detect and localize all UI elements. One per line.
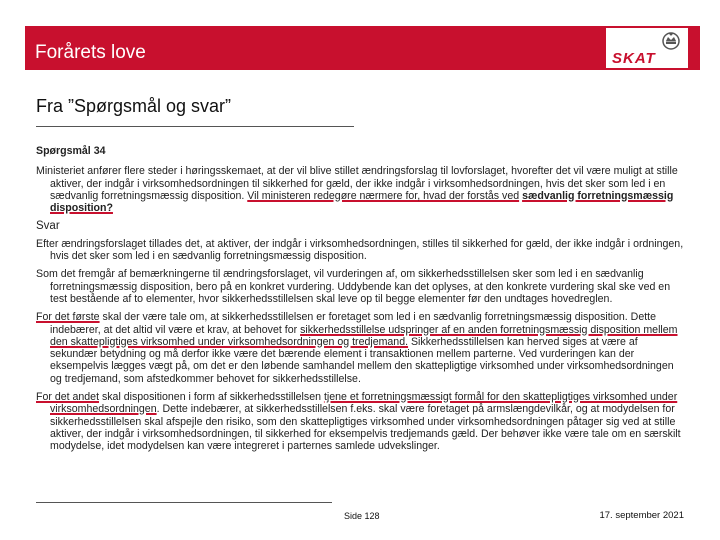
slide-subtitle: Fra ”Spørgsmål og svar” (36, 96, 232, 116)
answer-heading: Svar (36, 220, 60, 233)
first-point-label: For det første (36, 311, 100, 324)
first-point-rest: Sikkerhedsstillelsen kan herved siges at være af sekundær betydning og må derfor ikke være det bærende element i transaktionen mellem parterne. Ved vurderingen kan der eksempelvis lægges vægt på, om det er den løbende samhandel mellem den skattepligtige virksomhed under virksomhedsordningen og tredjemand, som afstedkommer behovet for sikkerhedsstillelse. (50, 335, 674, 385)
footer-divider (36, 502, 332, 503)
first-point-highlight: sikkerhedsstillelse udspringer af en anden forretningsmæssig disposition mellem den skattepligtiges virksomhed under virksomhedsordningen og tredjemand. (50, 323, 678, 348)
slide-date: 17. september 2021 (599, 510, 684, 521)
answer-paragraph-2: Som det fremgår af bemærkningerne til ændringsforslaget, vil vurderingen af, om sikkerhedsstillelsen sker som led i en sædvanlig forretningsmæssig disposition, bero på en konkret vurdering. Uddybende kan det oplyses, at den konkrete vurdering skal ske ved en test bestående af to elementer, hvor sikkerhedsstillelsen skal leve op til begge elementer før den undtages hovedreglen. (36, 268, 671, 305)
second-point-highlight: tjene et forretningsmæssigt formål for den skattepligtiges virksomhed under virksomhedsordningen (50, 391, 678, 416)
header-bar (25, 26, 700, 70)
answer-paragraph-3 (36, 311, 686, 385)
question-plain: Ministeriet anfører flere steder i høringsskemaet, at der vil blive stillet ændringsforslag til lovforslaget, hvorefter det vil være muligt at stille aktiver, der indgår i virksomhedsordningen til sikkerhed for gæld, der ikke indgår i virksomhedsordningen, hvis det sker som led i en sædvanlig forretningsmæssig disposition. (36, 165, 678, 202)
slide-body (36, 145, 686, 459)
crown-icon (658, 29, 684, 51)
presentation-title: Forårets love (35, 42, 146, 63)
page-number: Side 128 (344, 511, 380, 521)
skat-logo (606, 28, 688, 68)
first-point-text: skal der være tale om, at sikkerhedsstillelsen er foretaget som led i en sædvanlig forretningsmæssig disposition. Dette indebærer, at det altid vil være et krav, at behovet for (50, 311, 657, 336)
answer-paragraph-4 (36, 391, 686, 452)
answer-paragraph-1: Efter ændringsforslaget tillades det, at aktiver, der indgår i virksomhedsordningen, stilles til sikkerhed for gæld, der ikke indgår i ordningen, hvis det sker som led i en sædvanlig forretningsmæssig disposition. (36, 237, 684, 263)
second-point-rest: . Dette indebærer, at sikkerhedsstillelsen f.eks. skal være foretaget på armslængdevilkår, og at modydelsen for sikkerhedsstillelsen skal afspejle den risiko, som den skattepligtiges virksomhed under virksomhedsordningen påtager sig ved at stille aktiver, der indgår i virksomhedsordningen, til sikkerhed for eksempelvis tredjemands gæld. Der behøver ikke være tale om en særskilt modydelse, idet modydelsen kan være integreret i parternes samlede udvekslinger. (50, 403, 681, 453)
question-text (36, 165, 686, 214)
subtitle-divider (36, 126, 354, 127)
question-heading: Spørgsmål 34 (36, 145, 106, 157)
second-point-text: skal dispositionen i form af sikkerhedsstillelsen (99, 391, 324, 404)
question-underlined: Vil ministeren redegøre nærmere for, hvad der forstås ved (247, 189, 520, 202)
logo-wordmark: SKAT (612, 50, 656, 67)
question-emphasis: sædvanlig forretningsmæssig disposition? (50, 189, 674, 215)
second-point-label: For det andet (36, 391, 100, 404)
